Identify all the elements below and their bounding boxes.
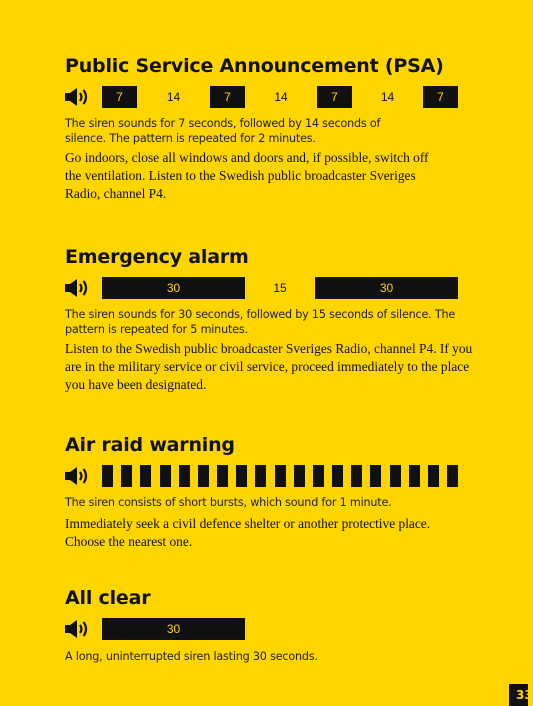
emergency-sound-block: 30 <box>315 277 458 299</box>
psa-sound-block: 7 <box>317 86 352 108</box>
emergency-section <box>65 246 475 394</box>
airraid-burst-block <box>332 465 343 487</box>
emergency-sound-block: 30 <box>102 277 245 299</box>
airraid-burst-block <box>390 465 401 487</box>
airraid-description: The siren consists of short bursts, which sound for 1 minute. <box>65 496 392 509</box>
psa-silence-gap: 14 <box>380 90 395 104</box>
airraid-burst-block <box>428 465 439 487</box>
airraid-burst-block <box>102 465 113 487</box>
page-number: 33 <box>509 684 528 706</box>
speaker-icon <box>65 465 91 487</box>
airraid-signal-pattern <box>65 465 475 487</box>
airraid-burst-block <box>313 465 324 487</box>
psa-sound-block: 7 <box>102 86 137 108</box>
airraid-burst-block <box>160 465 171 487</box>
psa-sound-block: 7 <box>423 86 458 108</box>
psa-section <box>65 55 475 203</box>
speaker-icon <box>65 618 91 640</box>
airraid-burst-block <box>217 465 228 487</box>
psa-signal-pattern <box>65 86 475 108</box>
psa-silence-gap: 14 <box>274 90 288 104</box>
allclear-section <box>65 587 475 664</box>
emergency-instructions: Listen to the Swedish public broadcaster Sveriges Radio, channel P4. If you are in the military service or civil service, proceed immediately to the place you have been designated. <box>65 341 473 392</box>
airraid-burst-block <box>370 465 381 487</box>
airraid-instructions: Immediately seek a civil defence shelter or another protective place. Choose the nearest one. <box>65 516 431 549</box>
psa-silence-gap: 14 <box>166 90 181 104</box>
airraid-burst-block <box>447 465 458 487</box>
allclear-sound-block: 30 <box>102 618 245 640</box>
airraid-burst-block <box>409 465 420 487</box>
airraid-title: Air raid warning <box>65 434 235 456</box>
airraid-burst-block <box>236 465 247 487</box>
speaker-icon <box>65 277 91 299</box>
emergency-signal-pattern <box>65 277 475 299</box>
allclear-title: All clear <box>65 587 151 609</box>
allclear-description: A long, uninterrupted siren lasting 30 seconds. <box>65 650 318 663</box>
emergency-description: The siren sounds for 30 seconds, followed by 15 seconds of silence. The pattern is repeated for 5 minutes. <box>65 308 456 336</box>
psa-sound-block: 7 <box>210 86 245 108</box>
psa-instructions: Go indoors, close all windows and doors and, if possible, switch off the ventilation. Listen to the Swedish public broadcaster Sveriges Radio, channel P4. <box>65 150 429 201</box>
airraid-burst-block <box>294 465 305 487</box>
psa-title: Public Service Announcement (PSA) <box>65 55 444 77</box>
airraid-burst-block <box>121 465 132 487</box>
emergency-silence-gap: 15 <box>273 281 287 295</box>
emergency-title: Emergency alarm <box>65 246 249 268</box>
airraid-burst-block <box>179 465 190 487</box>
airraid-burst-block <box>255 465 266 487</box>
speaker-icon <box>65 86 91 108</box>
airraid-burst-block <box>198 465 209 487</box>
airraid-burst-block <box>351 465 362 487</box>
airraid-burst-block <box>275 465 286 487</box>
airraid-burst-block <box>140 465 151 487</box>
airraid-section <box>65 434 475 551</box>
allclear-signal-pattern <box>65 618 475 640</box>
psa-description: The siren sounds for 7 seconds, followed by 14 seconds of silence. The pattern is repeated for 2 minutes. <box>65 117 381 145</box>
